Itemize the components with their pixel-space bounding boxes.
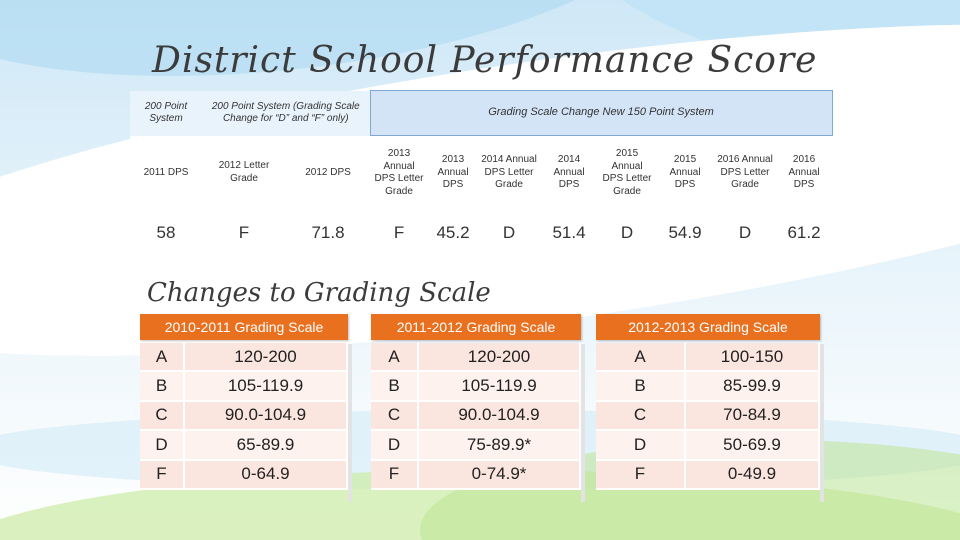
grade-range: 120-200: [185, 343, 348, 372]
table-cell: 51.4: [540, 210, 598, 255]
grade-range: 70-84.9: [686, 402, 820, 431]
scale-row: [596, 402, 820, 431]
column-header: 2013 Annual DPS: [428, 136, 478, 211]
grade-range: 0-49.9: [686, 461, 820, 490]
grade-letter: A: [371, 343, 419, 372]
grade-letter: D: [371, 431, 419, 460]
column-header: 2016 Annual DPS: [776, 136, 832, 211]
grade-range: 75-89.9*: [419, 431, 581, 460]
scale-row: [371, 431, 581, 460]
grade-range: 90.0-104.9: [419, 402, 581, 431]
table-cell: D: [714, 210, 776, 255]
column-header: 2011 DPS: [130, 136, 202, 211]
scale-row: [596, 431, 820, 460]
scale-row: [371, 461, 581, 490]
grading-scale-title: 2011-2012 Grading Scale: [371, 314, 581, 340]
grade-letter: C: [371, 402, 419, 431]
dps-column-header-row: [130, 136, 832, 211]
grade-range: 65-89.9: [185, 431, 348, 460]
scale-row: [140, 461, 348, 490]
grade-letter: B: [596, 372, 686, 401]
scale-row: [140, 402, 348, 431]
column-header: 2013 Annual DPS Letter Grade: [370, 136, 428, 211]
scale-row: [596, 372, 820, 401]
system-200-change-label: 200 Point System (Grading Scale Change for “D” and “F” only): [202, 91, 370, 136]
grade-range: 120-200: [419, 343, 581, 372]
system-200-label: 200 Point System: [130, 91, 202, 136]
grading-scale-2011-2012: [371, 314, 581, 490]
grade-letter: A: [596, 343, 686, 372]
column-header: 2014 Annual DPS: [540, 136, 598, 211]
scale-row: [371, 343, 581, 372]
dps-group-header-row: [130, 91, 832, 136]
column-header: 2014 Annual DPS Letter Grade: [478, 136, 540, 211]
system-150-change-label: Grading Scale Change New 150 Point System: [370, 91, 832, 136]
scale-row: [596, 461, 820, 490]
table-cell: 54.9: [656, 210, 714, 255]
grade-letter: C: [140, 402, 185, 431]
grading-scale-title: 2012-2013 Grading Scale: [596, 314, 820, 340]
table-cell: F: [370, 210, 428, 255]
scale-divider: [820, 344, 824, 502]
grade-range: 0-64.9: [185, 461, 348, 490]
grading-scale-title: 2010-2011 Grading Scale: [140, 314, 348, 340]
grading-scale-2012-2013: [596, 314, 820, 490]
grade-range: 50-69.9: [686, 431, 820, 460]
column-header: 2012 Letter Grade: [202, 136, 286, 211]
grade-letter: F: [596, 461, 686, 490]
grade-range: 105-119.9: [185, 372, 348, 401]
grade-range: 90.0-104.9: [185, 402, 348, 431]
grade-letter: B: [140, 372, 185, 401]
grade-letter: B: [371, 372, 419, 401]
scale-divider: [581, 344, 585, 502]
grade-letter: F: [371, 461, 419, 490]
table-cell: 61.2: [776, 210, 832, 255]
grade-letter: F: [140, 461, 185, 490]
grade-letter: A: [140, 343, 185, 372]
table-cell: D: [478, 210, 540, 255]
scale-row: [140, 343, 348, 372]
grading-scale-2010-2011: [140, 314, 348, 490]
table-cell: 58: [130, 210, 202, 255]
grade-range: 0-74.9*: [419, 461, 581, 490]
column-header: 2015 Annual DPS Letter Grade: [598, 136, 656, 211]
grade-letter: C: [596, 402, 686, 431]
dps-table: [130, 90, 833, 255]
column-header: 2016 Annual DPS Letter Grade: [714, 136, 776, 211]
scale-row: [596, 343, 820, 372]
grade-range: 85-99.9: [686, 372, 820, 401]
column-header: 2015 Annual DPS: [656, 136, 714, 211]
scale-divider: [348, 344, 352, 502]
grade-letter: D: [596, 431, 686, 460]
grade-range: 100-150: [686, 343, 820, 372]
scale-row: [140, 372, 348, 401]
column-header: 2012 DPS: [286, 136, 370, 211]
section-subtitle: Changes to Grading Scale: [147, 278, 491, 308]
table-cell: D: [598, 210, 656, 255]
grade-letter: D: [140, 431, 185, 460]
dps-values-row: [130, 210, 832, 255]
table-cell: 71.8: [286, 210, 370, 255]
page-title: District School Performance Score: [152, 40, 818, 81]
table-cell: F: [202, 210, 286, 255]
scale-row: [140, 431, 348, 460]
scale-row: [371, 372, 581, 401]
table-cell: 45.2: [428, 210, 478, 255]
grade-range: 105-119.9: [419, 372, 581, 401]
scale-row: [371, 402, 581, 431]
